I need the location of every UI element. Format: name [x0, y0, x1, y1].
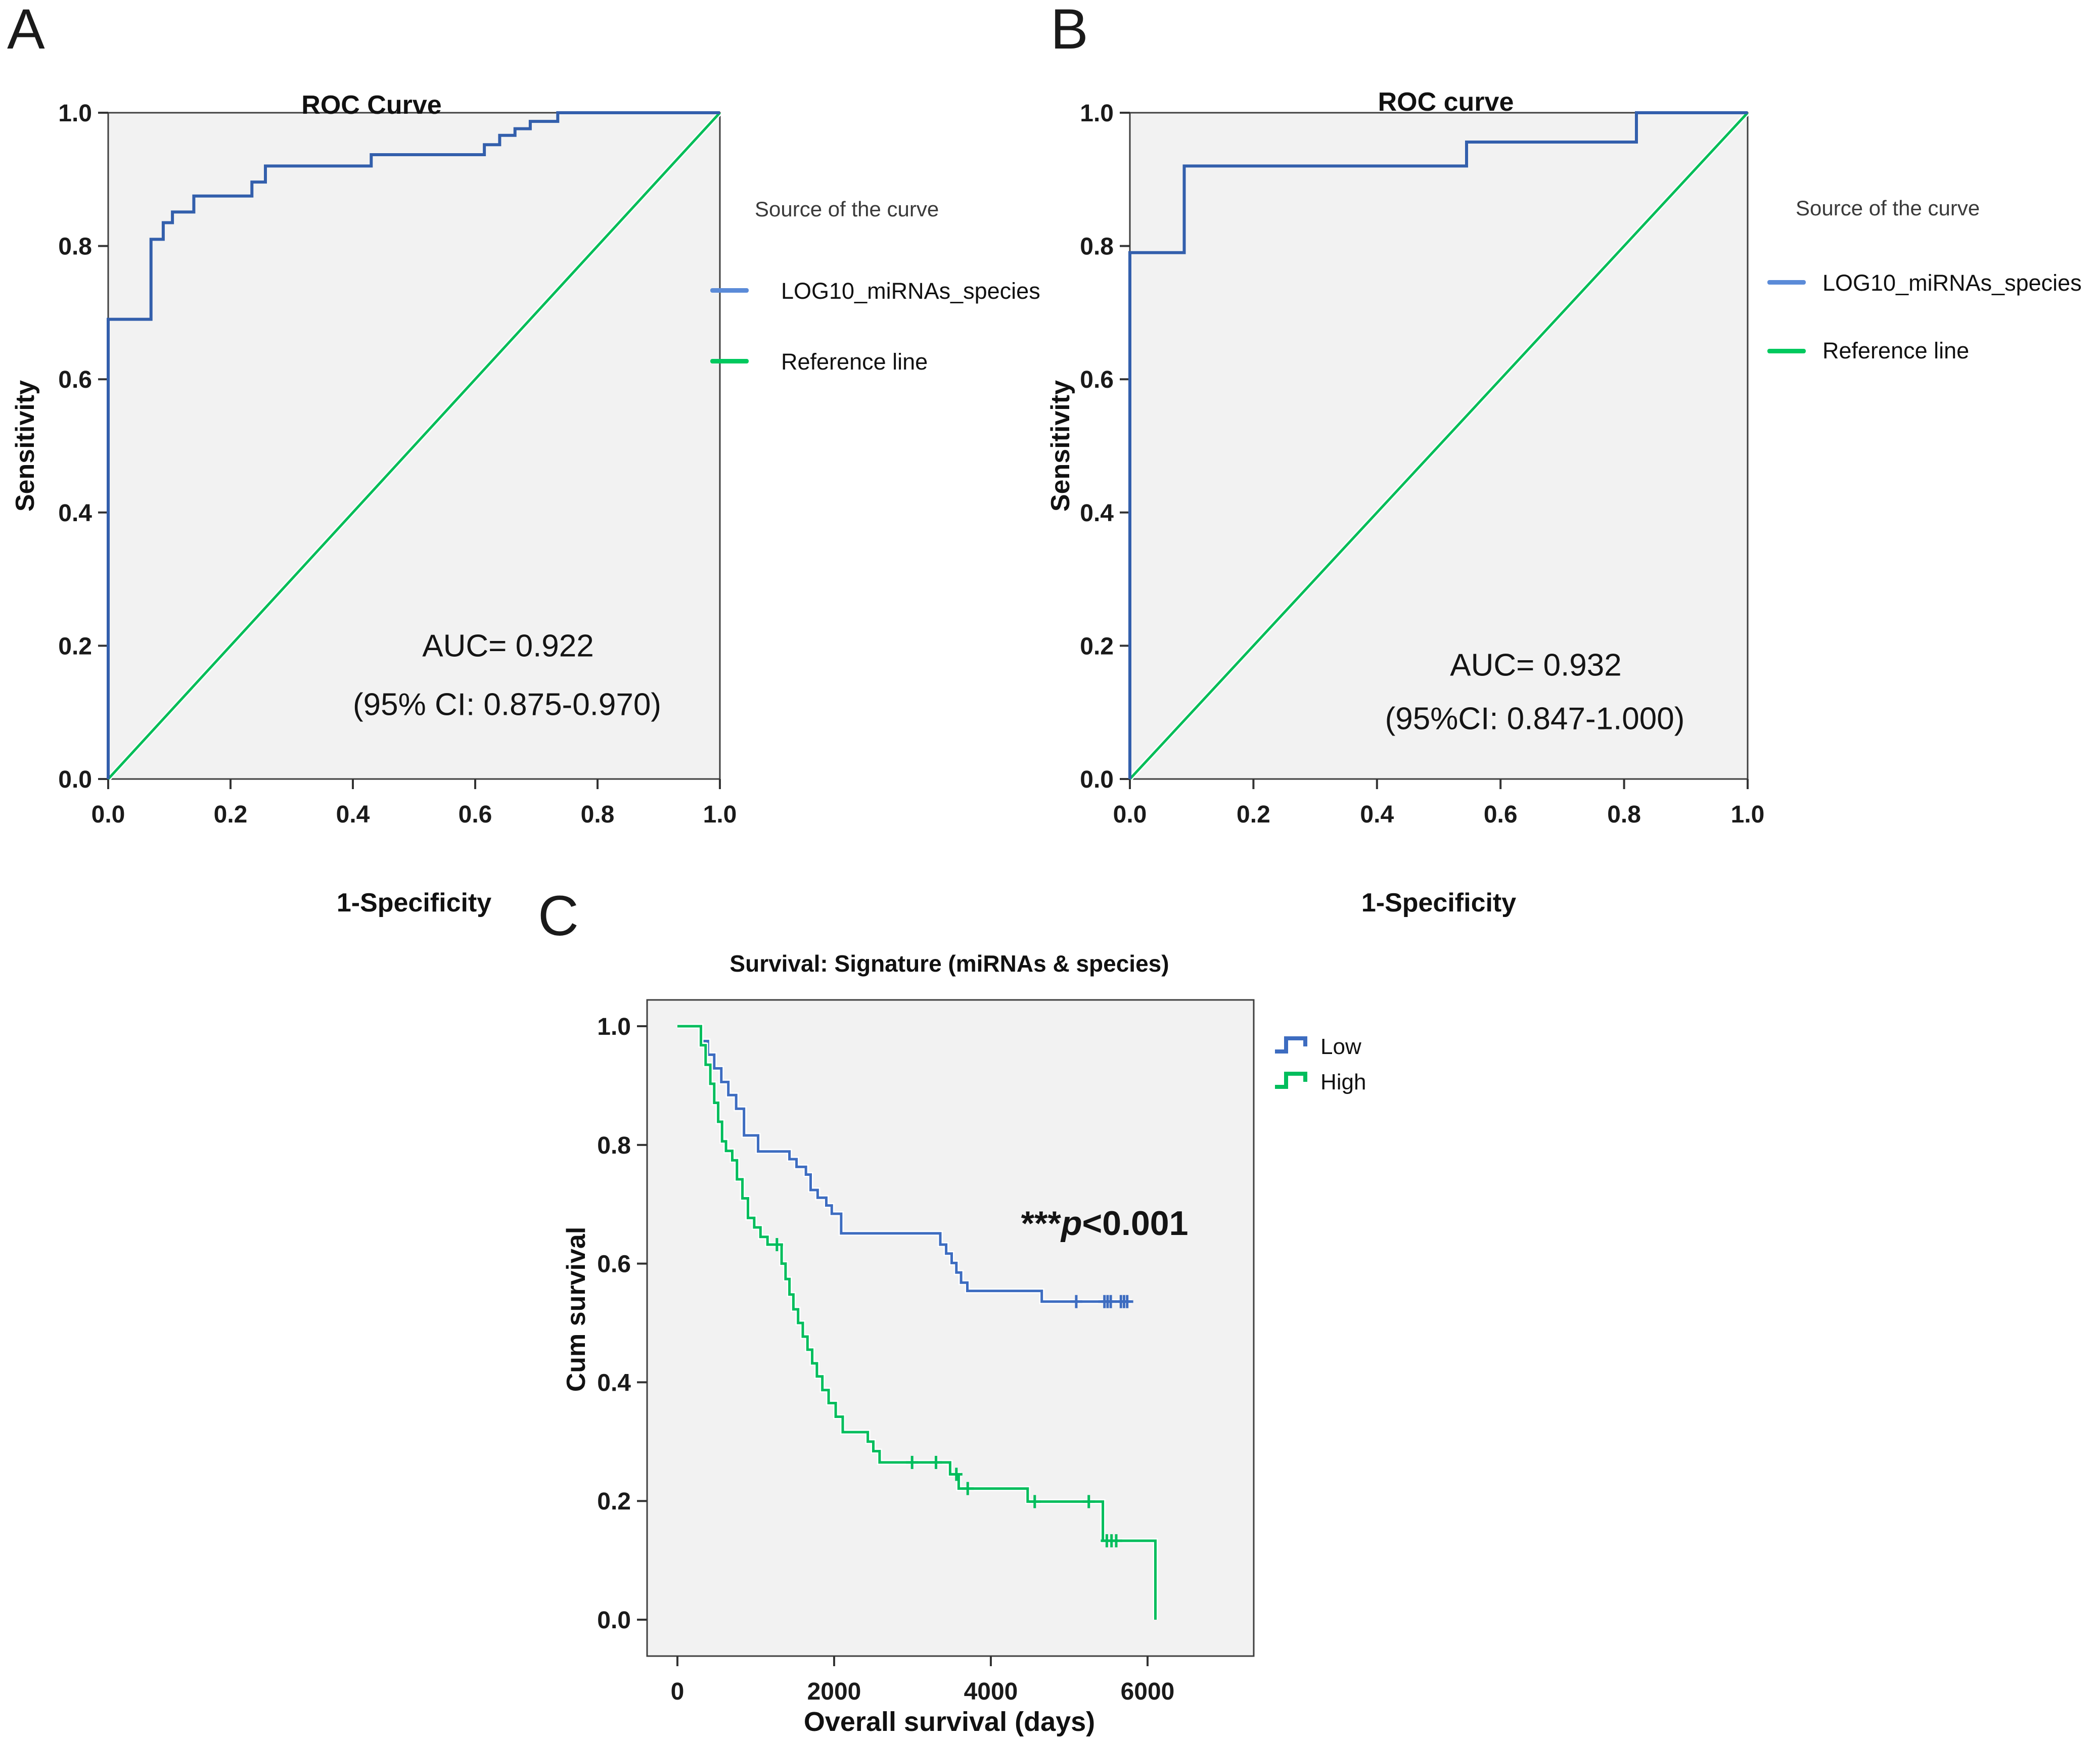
svg-text:0.8: 0.8 — [580, 801, 615, 828]
panel-b-label: B — [1051, 0, 1088, 61]
svg-text:0.2: 0.2 — [213, 801, 248, 828]
panel-a-y-axis-label: Sensitivity — [11, 380, 40, 512]
svg-text:0.8: 0.8 — [58, 233, 92, 260]
svg-text:0.4: 0.4 — [597, 1369, 631, 1397]
panel-a-x-axis-label: 1-Specificity — [336, 888, 492, 918]
auc-value-a: AUC= 0.922 — [422, 628, 594, 664]
svg-text:0.0: 0.0 — [91, 801, 125, 828]
svg-text:1.0: 1.0 — [58, 100, 92, 127]
svg-text:0.0: 0.0 — [1080, 766, 1114, 793]
auc-value-b: AUC= 0.932 — [1450, 648, 1622, 683]
roc-series-dash-icon-a — [710, 288, 749, 293]
svg-text:1.0: 1.0 — [703, 801, 737, 828]
p-value-annotation — [1021, 1204, 1189, 1243]
svg-text:2000: 2000 — [807, 1678, 861, 1705]
auc-ci-a: (95% CI: 0.875-0.970) — [352, 687, 662, 722]
svg-text:1.0: 1.0 — [1730, 801, 1765, 828]
panel-c-x-axis-label: Overall survival (days) — [803, 1707, 1095, 1737]
svg-text:0.2: 0.2 — [597, 1488, 631, 1516]
svg-text:4000: 4000 — [964, 1678, 1018, 1705]
panel-a-label: A — [7, 0, 45, 61]
svg-text:0.6: 0.6 — [58, 367, 92, 394]
panel-b-title: ROC curve — [1378, 87, 1514, 117]
svg-text:0.2: 0.2 — [1237, 801, 1270, 828]
legend-c-item-high: High — [1320, 1070, 1366, 1094]
svg-text:0.0: 0.0 — [597, 1607, 631, 1634]
svg-text:0.8: 0.8 — [1607, 801, 1641, 828]
legend-a-item-reference: Reference line — [781, 349, 928, 375]
auc-ci-b: (95%CI: 0.847-1.000) — [1385, 701, 1685, 737]
panel-b-y-axis-label: Sensitivity — [1046, 380, 1075, 512]
panel-a-title: ROC Curve — [301, 90, 442, 120]
svg-text:0.8: 0.8 — [1080, 233, 1114, 260]
legend-b-title: Source of the curve — [1796, 196, 1980, 220]
svg-text:0.8: 0.8 — [597, 1132, 631, 1159]
reference-line-dash-icon-a — [710, 359, 749, 363]
svg-text:0.2: 0.2 — [1080, 633, 1114, 660]
svg-text:1.0: 1.0 — [1080, 100, 1114, 127]
svg-text:0.6: 0.6 — [1080, 367, 1114, 394]
svg-text:0.6: 0.6 — [597, 1251, 631, 1278]
panel-c-title: Survival: Signature (miRNAs & species) — [729, 950, 1169, 977]
legend-c-item-low: Low — [1320, 1034, 1361, 1059]
panel-c-y-axis-label: Cum survival — [562, 1226, 591, 1392]
svg-text:0: 0 — [670, 1678, 684, 1705]
legend-b-item-reference: Reference line — [1822, 338, 1970, 363]
svg-text:6000: 6000 — [1120, 1678, 1175, 1705]
high-step-icon — [1273, 1068, 1317, 1092]
svg-text:0.6: 0.6 — [1483, 801, 1518, 828]
panel-b-x-axis-label: 1-Specificity — [1361, 888, 1517, 918]
svg-text:0.6: 0.6 — [458, 801, 492, 828]
svg-text:1.0: 1.0 — [597, 1014, 631, 1041]
significance-stars: *** — [1021, 1204, 1061, 1243]
p-symbol: p — [1061, 1204, 1082, 1243]
svg-text:0.4: 0.4 — [58, 499, 92, 527]
svg-text:0.2: 0.2 — [58, 633, 92, 660]
panel-c-plot — [597, 1000, 1254, 1705]
reference-line-dash-icon-b — [1767, 349, 1806, 353]
legend-a-item-roc: LOG10_miRNAs_species — [781, 278, 1040, 304]
svg-text:0.4: 0.4 — [1360, 801, 1394, 828]
legend-a-title: Source of the curve — [755, 197, 939, 221]
svg-text:0.4: 0.4 — [1080, 499, 1114, 527]
svg-text:0.4: 0.4 — [336, 801, 370, 828]
panel-c-label: C — [538, 884, 579, 947]
svg-text:0.0: 0.0 — [1113, 801, 1147, 828]
legend-b-item-roc: LOG10_miRNAs_species — [1822, 270, 2082, 296]
low-step-icon — [1273, 1032, 1317, 1057]
roc-series-dash-icon-b — [1767, 280, 1806, 285]
p-value-text: <0.001 — [1082, 1204, 1189, 1243]
svg-text:0.0: 0.0 — [58, 766, 92, 793]
